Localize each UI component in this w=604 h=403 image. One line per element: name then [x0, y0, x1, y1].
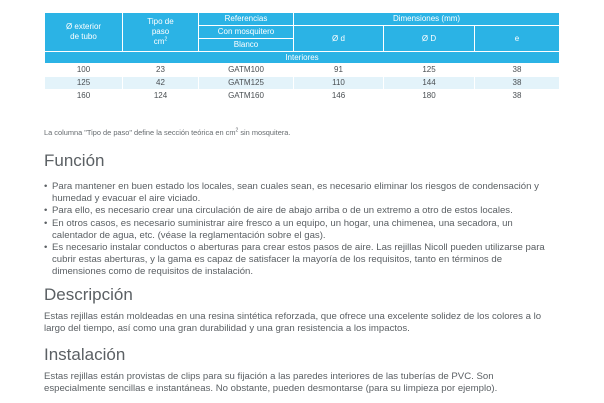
descripcion-paragraph: Estas rejillas están moldeadas en una resina sintética reforzada, que ofrece una excelente solidez de los colores a lo largo del tiempo, así como una gran durabilidad y una gran resistencia a los impactos. — [44, 311, 542, 335]
cell-diam: 100 — [45, 64, 123, 77]
section-title-instalacion: Instalación — [44, 345, 126, 364]
cell-ref: GATM125 — [199, 77, 294, 90]
funcion-bullet-list — [44, 181, 556, 279]
header-D: Ø D — [384, 26, 475, 52]
cell-paso: 124 — [123, 90, 199, 103]
table-row — [45, 77, 560, 90]
cell-D: 144 — [384, 77, 475, 90]
cell-d: 110 — [294, 77, 384, 90]
table-footnote: La columna "Tipo de paso" define la sección teórica en $cm^2$ sin mosquitera. — [44, 127, 291, 137]
cell-e: 38 — [475, 77, 560, 90]
table-band-interiores: Interiores — [45, 52, 560, 64]
table-row — [45, 64, 560, 77]
cell-D: 125 — [384, 64, 475, 77]
cell-diam: 125 — [45, 77, 123, 90]
cell-diam: 160 — [45, 90, 123, 103]
header-diametro: Ø exterior de tubo — [45, 13, 123, 52]
cell-ref: GATM100 — [199, 64, 294, 77]
section-title-funcion: Función — [44, 151, 105, 170]
cell-d: 146 — [294, 90, 384, 103]
header-referencias: Referencias — [199, 13, 294, 26]
cell-e: 38 — [475, 64, 560, 77]
list-item: • Para mantener en buen estado los locales, sean cuales sean, es necesario eliminar los riesgos de condensación y humedad y evacuar el aire viciado. — [44, 181, 539, 205]
header-dimensiones: Dimensiones (mm) — [294, 13, 560, 26]
cell-paso: 42 — [123, 77, 199, 90]
spec-table — [44, 12, 560, 103]
header-blanco: Blanco — [199, 39, 294, 52]
list-item: • En otros casos, es necesario suministrar aire fresco a un equipo, un hogar, una chimenea, una secadora, un calentador de agua, etc. (véase la reglamentación sobre el gas). — [44, 217, 513, 241]
header-tipo-paso: Tipo de paso $cm^2$ — [123, 13, 199, 52]
list-item: • Es necesario instalar conductos o aberturas para crear estos pasos de aire. Las rejillas Nicoll pueden utilizarse para cubrir estas aberturas, y la gama es capaz de satisfacer la mayoría de los requisitos, tanto en términos de dimensiones como de requisitos de instalación. — [44, 242, 545, 278]
header-e: e — [475, 26, 560, 52]
cell-e: 38 — [475, 90, 560, 103]
table-row — [45, 90, 560, 103]
cell-paso: 23 — [123, 64, 199, 77]
list-item: • Para ello, es necesario crear una circulación de aire de abajo arriba o de un extremo a otro de estos locales. — [44, 205, 513, 217]
cell-D: 180 — [384, 90, 475, 103]
cell-ref: GATM160 — [199, 90, 294, 103]
instalacion-paragraph: Estas rejillas están provistas de clips para su fijación a las paredes interiores de las tuberías de PVC. Son especialmente sencillas e instantáneas. No obstante, pueden desmontarse (para su limpieza por ejemplo). — [44, 371, 498, 395]
header-d: Ø d — [294, 26, 384, 52]
section-title-descripcion: Descripción — [44, 285, 133, 304]
header-con-mosquitero: Con mosquitero — [199, 26, 294, 39]
cell-d: 91 — [294, 64, 384, 77]
